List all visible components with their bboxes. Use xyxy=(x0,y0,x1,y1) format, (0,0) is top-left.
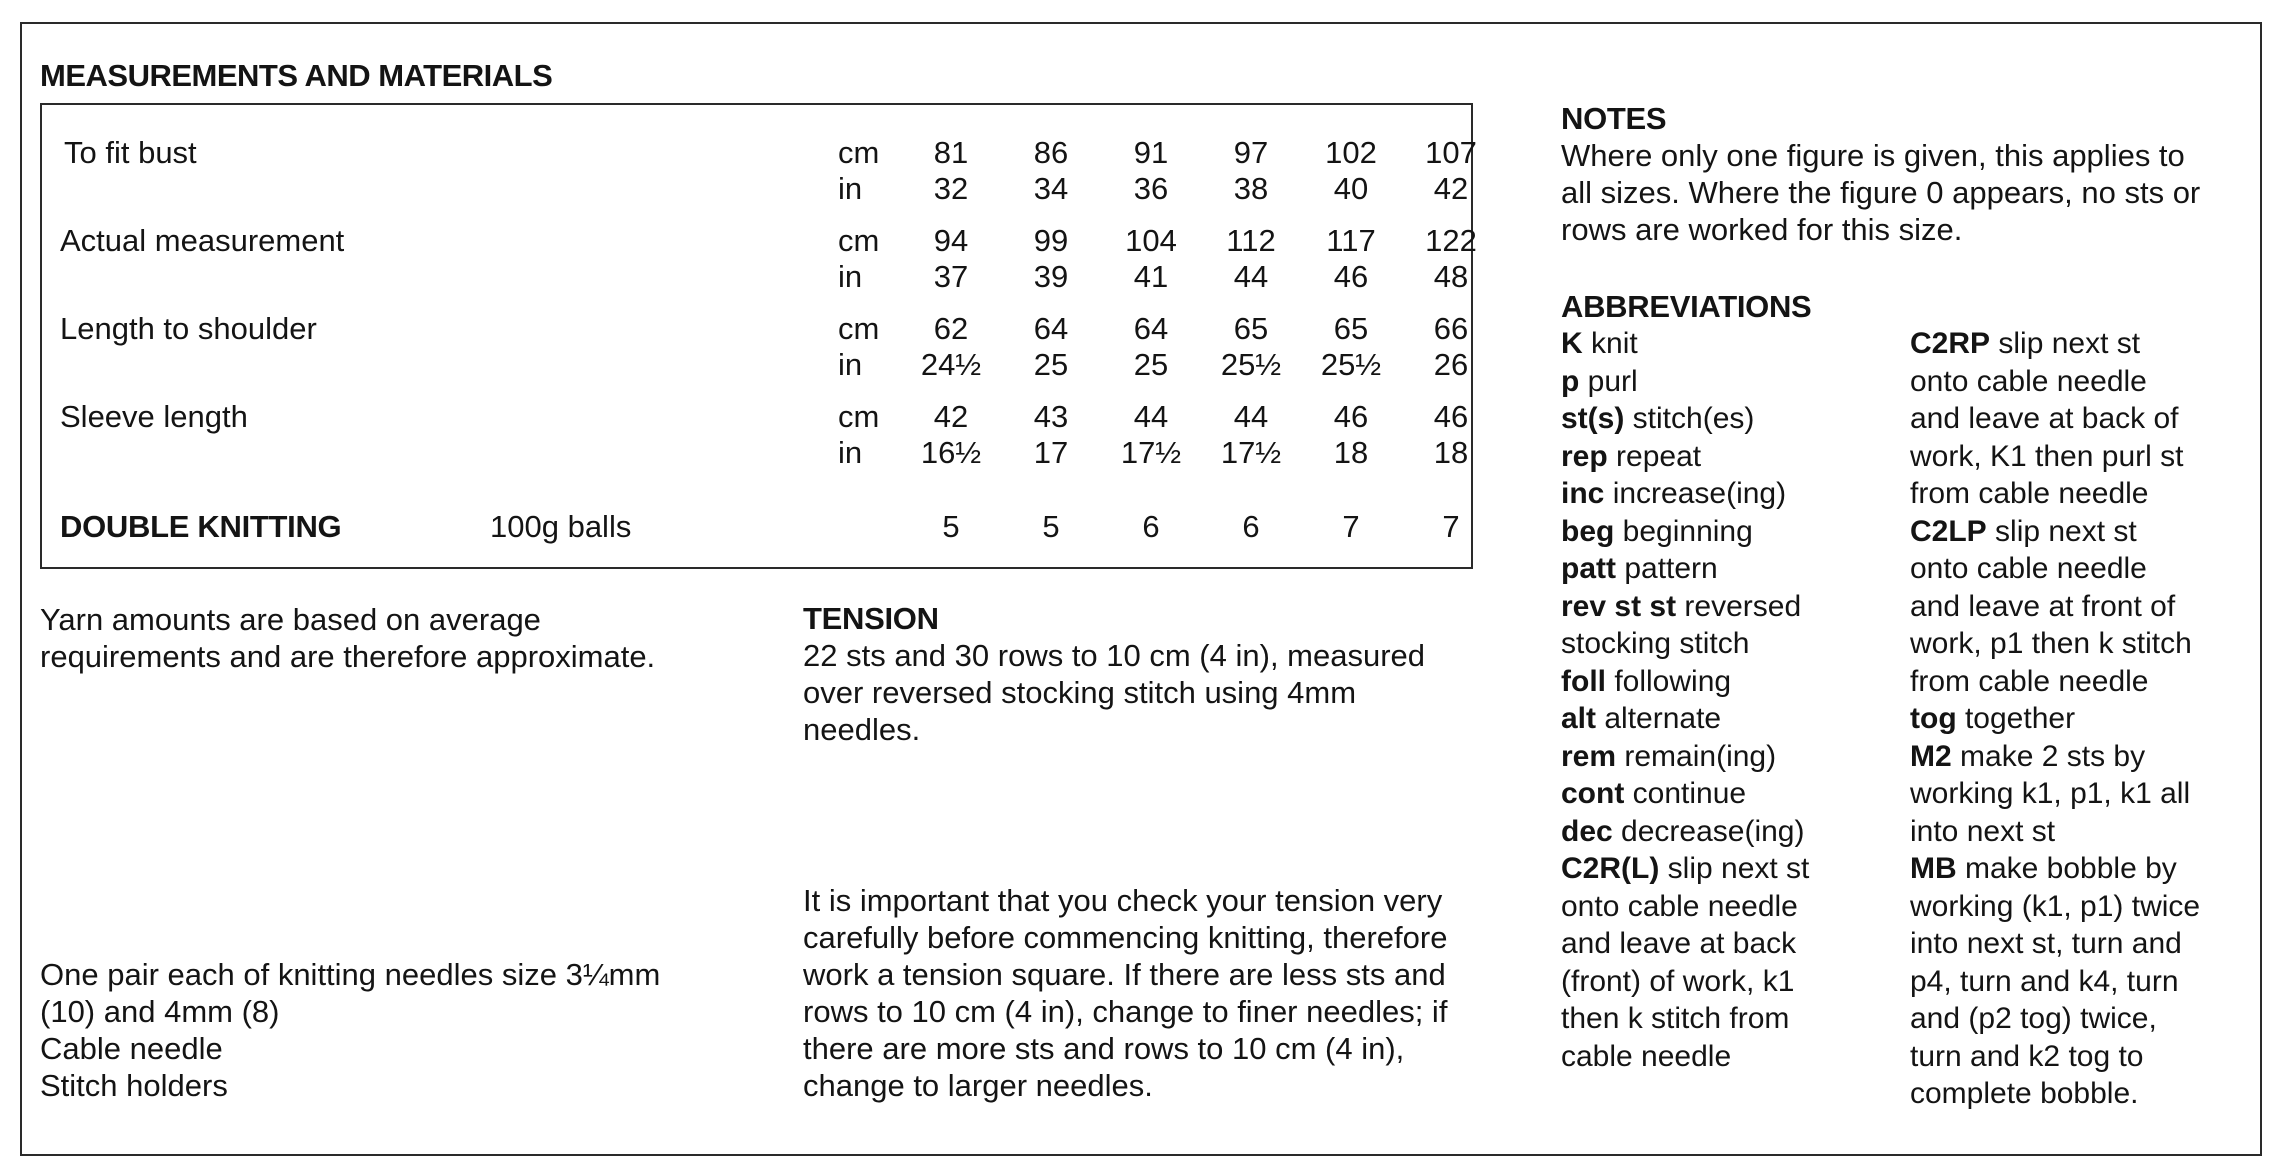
yarn-label: DOUBLE KNITTING xyxy=(60,509,342,544)
measurement-label: Actual measurement xyxy=(60,223,345,258)
abbreviation-meaning: from cable needle xyxy=(1910,664,2149,698)
measurement-value-cm: 46 xyxy=(1333,399,1369,434)
measurement-value-cm: 102 xyxy=(1325,135,1377,170)
abbreviation-line xyxy=(1910,513,2200,551)
abbreviation-term: M2 xyxy=(1910,739,1952,773)
abbreviation-term: st(s) xyxy=(1561,402,1625,435)
abbreviation-meaning: working k1, p1, k1 all xyxy=(1910,777,2191,810)
abbreviation-line xyxy=(1561,888,1809,926)
measurement-value-in: 36 xyxy=(1133,171,1169,206)
measurement-value-cm: 97 xyxy=(1233,135,1269,170)
measurement-value-cm: 107 xyxy=(1425,135,1477,170)
abbreviation-line xyxy=(1910,738,2200,776)
abbreviation-term: C2LP xyxy=(1910,514,1987,548)
measurement-value-in: 24½ xyxy=(920,347,982,382)
abbreviation-term: tog xyxy=(1910,702,1957,735)
abbreviation-meaning: stitch(es) xyxy=(1624,402,1755,435)
yarn-note-line: Yarn amounts are based on average xyxy=(40,602,541,637)
measurement-value-in: 25½ xyxy=(1220,347,1282,382)
measurement-value-cm: 66 xyxy=(1433,311,1469,346)
measurement-value-cm: 91 xyxy=(1133,135,1169,170)
notes-line: Where only one figure is given, this applies to xyxy=(1561,138,2185,173)
tension-check-line: there are more sts and rows to 10 cm (4 in), xyxy=(803,1031,1405,1066)
tension-check-line: change to larger needles. xyxy=(803,1068,1153,1103)
abbreviation-line xyxy=(1561,925,1809,963)
abbreviation-meaning: cable needle xyxy=(1561,1039,1732,1073)
materials-item: Stitch holders xyxy=(40,1068,228,1103)
abbreviation-term: C2R(L) xyxy=(1561,852,1660,885)
unit-in: in xyxy=(838,347,863,382)
measurement-value-in: 40 xyxy=(1333,171,1369,206)
measurements-table xyxy=(40,103,1477,569)
measurement-value-cm: 86 xyxy=(1033,135,1069,170)
abbreviation-meaning: and (p2 tog) twice, xyxy=(1910,1002,2157,1035)
unit-in: in xyxy=(838,259,863,294)
abbreviation-meaning: and leave at back xyxy=(1561,927,1797,960)
abbreviation-line xyxy=(1561,588,1809,626)
measurement-value-cm: 62 xyxy=(933,311,969,346)
abbreviation-meaning: onto cable needle xyxy=(1561,889,1798,923)
measurement-value-in: 17½ xyxy=(1220,435,1282,470)
abbreviation-term: foll xyxy=(1561,664,1606,698)
abbreviation-line xyxy=(1561,775,1809,813)
measurement-value-cm: 43 xyxy=(1033,399,1069,434)
abbreviation-meaning: alternate xyxy=(1596,702,1722,735)
abbreviation-line xyxy=(1561,513,1809,551)
abbreviations-column-2 xyxy=(1910,325,2200,1113)
notes-heading: NOTES xyxy=(1561,101,1667,136)
abbreviation-line xyxy=(1910,550,2200,588)
abbreviation-line xyxy=(1910,325,2200,363)
measurement-value-in: 26 xyxy=(1433,347,1469,382)
abbreviation-line xyxy=(1561,1038,1809,1076)
abbreviation-line xyxy=(1910,438,2200,476)
abbreviation-meaning: and leave at front of xyxy=(1910,589,2176,623)
abbreviation-meaning: increase(ing) xyxy=(1604,477,1787,510)
materials-item: One pair each of knitting needles size 3¼mm xyxy=(40,957,661,992)
abbreviation-meaning: continue xyxy=(1624,777,1747,810)
measurement-value-in: 37 xyxy=(933,259,969,294)
abbreviation-meaning: slip next st xyxy=(1986,514,2137,548)
abbreviation-meaning: stocking stitch xyxy=(1561,627,1750,660)
abbreviation-meaning: remain(ing) xyxy=(1616,739,1777,773)
abbreviation-meaning: (front) of work, k1 xyxy=(1561,964,1795,998)
measurement-value-in: 32 xyxy=(933,171,969,206)
abbreviation-meaning: purl xyxy=(1579,364,1638,398)
measurement-value-cm: 99 xyxy=(1033,223,1069,258)
abbreviation-term: C2RP xyxy=(1910,327,1991,360)
abbreviation-line xyxy=(1910,888,2200,926)
abbreviation-line xyxy=(1910,625,2200,663)
abbreviation-line xyxy=(1561,700,1809,738)
notes-line: all sizes. Where the figure 0 appears, no sts or xyxy=(1561,175,2201,210)
tension-line: 22 sts and 30 rows to 10 cm (4 in), measured xyxy=(803,638,1426,673)
abbreviation-meaning: following xyxy=(1606,664,1732,698)
abbreviation-meaning: repeat xyxy=(1607,439,1702,473)
abbreviation-meaning: work, K1 then purl st xyxy=(1910,439,2184,473)
abbreviation-meaning: beginning xyxy=(1614,514,1753,548)
yarn-balls-size-2: 5 xyxy=(1042,509,1060,544)
yarn-balls-size-3: 6 xyxy=(1142,509,1160,544)
abbreviation-term: beg xyxy=(1561,514,1615,548)
measurement-value-in: 17 xyxy=(1033,435,1069,470)
abbreviation-term: patt xyxy=(1561,552,1616,585)
abbreviation-meaning: then k stitch from xyxy=(1561,1002,1790,1035)
notes-section xyxy=(1561,100,2200,248)
yarn-note-line: requirements and are therefore approximate. xyxy=(40,639,656,674)
abbreviation-line xyxy=(1910,925,2200,963)
abbreviation-meaning: make 2 sts by xyxy=(1951,739,2146,773)
measurement-value-in: 18 xyxy=(1333,435,1369,470)
materials-item: (10) and 4mm (8) xyxy=(40,994,280,1029)
measurement-label: Sleeve length xyxy=(60,399,248,434)
abbreviation-line xyxy=(1910,850,2200,888)
measurement-value-in: 25 xyxy=(1133,347,1169,382)
abbreviation-meaning: slip next st xyxy=(1990,327,2141,360)
abbreviation-meaning: p4, turn and k4, turn xyxy=(1910,964,2179,998)
abbreviation-meaning: decrease(ing) xyxy=(1612,814,1805,848)
abbreviation-line xyxy=(1561,475,1809,513)
measurement-value-cm: 65 xyxy=(1333,311,1369,346)
measurements-heading: MEASUREMENTS AND MATERIALS xyxy=(40,58,553,93)
measurement-value-in: 17½ xyxy=(1120,435,1182,470)
abbreviations-heading: ABBREVIATIONS xyxy=(1561,289,1812,324)
abbreviation-meaning: work, p1 then k stitch xyxy=(1910,627,2192,660)
abbreviation-line xyxy=(1910,775,2200,813)
yarn-note xyxy=(40,601,655,675)
materials-list xyxy=(40,956,660,1104)
abbreviation-line xyxy=(1910,588,2200,626)
abbreviation-meaning: make bobble by xyxy=(1956,852,2177,885)
measurement-value-in: 25½ xyxy=(1320,347,1382,382)
unit-in: in xyxy=(838,171,863,206)
abbreviation-line xyxy=(1561,550,1809,588)
abbreviation-meaning: turn and k2 tog to xyxy=(1910,1039,2144,1073)
measurement-value-cm: 44 xyxy=(1133,399,1169,434)
abbreviation-term: p xyxy=(1561,364,1580,398)
abbreviation-term: rep xyxy=(1561,439,1608,473)
yarn-ball-size: 100g balls xyxy=(490,509,632,544)
yarn-balls-size-1: 5 xyxy=(942,509,960,544)
abbreviation-meaning: reversed xyxy=(1676,589,1802,623)
tension-check-line: carefully before commencing knitting, therefore xyxy=(803,920,1448,955)
abbreviation-line xyxy=(1910,700,2200,738)
yarn-balls-size-6: 7 xyxy=(1442,509,1460,544)
measurement-value-cm: 65 xyxy=(1233,311,1269,346)
measurement-value-cm: 64 xyxy=(1133,311,1169,346)
abbreviation-term: rev st st xyxy=(1561,589,1677,623)
measurement-value-in: 18 xyxy=(1433,435,1469,470)
abbreviation-line xyxy=(1561,850,1809,888)
abbreviation-term: inc xyxy=(1561,477,1605,510)
abbreviation-term: dec xyxy=(1561,814,1613,848)
tension-section xyxy=(803,600,1425,748)
measurement-value-in: 41 xyxy=(1133,259,1169,294)
abbreviation-line xyxy=(1910,1075,2200,1113)
unit-in: in xyxy=(838,435,863,470)
abbreviation-line xyxy=(1910,475,2200,513)
materials-item: Cable needle xyxy=(40,1031,223,1066)
abbreviation-meaning: together xyxy=(1956,702,2076,735)
tension-heading: TENSION xyxy=(803,601,939,636)
yarn-balls-size-4: 6 xyxy=(1242,509,1260,544)
measurement-value-in: 16½ xyxy=(920,435,982,470)
abbreviations-column-1 xyxy=(1561,325,1809,1075)
measurement-value-in: 42 xyxy=(1433,171,1469,206)
measurement-value-in: 48 xyxy=(1433,259,1469,294)
measurement-value-in: 38 xyxy=(1233,171,1269,206)
measurement-value-in: 46 xyxy=(1333,259,1369,294)
measurement-value-cm: 81 xyxy=(933,135,969,170)
tension-check-line: rows to 10 cm (4 in), change to finer needles; if xyxy=(803,994,1448,1029)
measurement-value-cm: 104 xyxy=(1125,223,1177,258)
unit-cm: cm xyxy=(838,135,880,170)
abbreviation-line xyxy=(1910,663,2200,701)
abbreviation-line xyxy=(1561,438,1809,476)
abbreviation-line xyxy=(1561,400,1809,438)
abbreviation-term: rem xyxy=(1561,739,1617,773)
measurement-value-cm: 64 xyxy=(1033,311,1069,346)
abbreviation-meaning: working (k1, p1) twice xyxy=(1910,889,2201,923)
abbreviation-line xyxy=(1561,738,1809,776)
unit-cm: cm xyxy=(838,223,880,258)
abbreviation-line xyxy=(1561,813,1809,851)
measurement-label: To fit bust xyxy=(64,135,197,170)
measurement-value-cm: 112 xyxy=(1226,223,1276,258)
unit-cm: cm xyxy=(838,399,880,434)
tension-line: over reversed stocking stitch using 4mm xyxy=(803,675,1357,710)
measurement-value-in: 44 xyxy=(1233,259,1269,294)
measurement-value-in: 34 xyxy=(1033,171,1069,206)
abbreviation-line xyxy=(1561,363,1809,401)
abbreviation-meaning: and leave at back of xyxy=(1910,402,2179,435)
measurement-value-cm: 94 xyxy=(933,223,969,258)
abbreviation-term: cont xyxy=(1561,777,1625,810)
abbreviation-line xyxy=(1910,400,2200,438)
measurement-value-cm: 44 xyxy=(1233,399,1269,434)
abbreviation-meaning: onto cable needle xyxy=(1910,364,2147,398)
abbreviation-line xyxy=(1561,1000,1809,1038)
tension-check-line: It is important that you check your tension very xyxy=(803,883,1443,918)
measurement-value-cm: 117 xyxy=(1326,223,1376,258)
yarn-balls-size-5: 7 xyxy=(1342,509,1360,544)
abbreviation-meaning: pattern xyxy=(1616,552,1718,585)
abbreviation-meaning: onto cable needle xyxy=(1910,552,2147,585)
abbreviation-line xyxy=(1561,325,1809,363)
measurement-label: Length to shoulder xyxy=(60,311,317,346)
measurement-value-in: 39 xyxy=(1033,259,1069,294)
abbreviation-meaning: from cable needle xyxy=(1910,477,2149,510)
tension-check-line: work a tension square. If there are less sts and xyxy=(803,957,1446,992)
abbreviation-line xyxy=(1910,1000,2200,1038)
tension-line: needles. xyxy=(803,712,921,747)
abbreviation-line xyxy=(1910,963,2200,1001)
measurement-value-cm: 42 xyxy=(933,399,969,434)
abbreviation-meaning: into next st, turn and xyxy=(1910,927,2182,960)
abbreviation-meaning: slip next st xyxy=(1659,852,1810,885)
notes-line: rows are worked for this size. xyxy=(1561,212,1963,247)
abbreviation-line xyxy=(1561,663,1809,701)
abbreviation-meaning: complete bobble. xyxy=(1910,1077,2139,1110)
tension-check xyxy=(803,882,1447,1104)
abbreviation-meaning: knit xyxy=(1582,327,1638,360)
abbreviation-term: K xyxy=(1561,327,1583,360)
abbreviation-meaning: into next st xyxy=(1910,814,2056,848)
abbreviation-line xyxy=(1561,625,1809,663)
measurement-value-cm: 122 xyxy=(1425,223,1477,258)
measurement-value-cm: 46 xyxy=(1433,399,1469,434)
abbreviation-line xyxy=(1910,813,2200,851)
unit-cm: cm xyxy=(838,311,880,346)
abbreviation-term: alt xyxy=(1561,702,1597,735)
abbreviation-term: MB xyxy=(1910,852,1957,885)
abbreviation-line xyxy=(1910,363,2200,401)
abbreviation-line xyxy=(1561,963,1809,1001)
abbreviation-line xyxy=(1910,1038,2200,1076)
measurement-value-in: 25 xyxy=(1033,347,1069,382)
